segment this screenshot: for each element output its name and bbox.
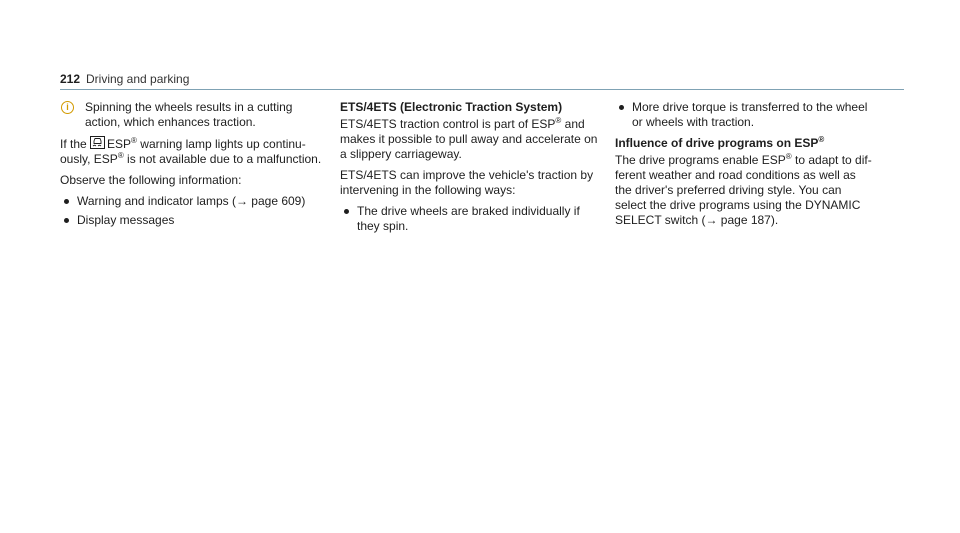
- registered-mark: ®: [785, 152, 792, 161]
- text: to adapt to dif-: [791, 153, 872, 167]
- column-middle: [340, 100, 600, 240]
- text: they spin.: [357, 219, 409, 233]
- note-line-2: action, which enhances traction.: [85, 115, 256, 129]
- text: or wheels with traction.: [632, 115, 755, 129]
- ets-list: [340, 204, 600, 234]
- text: More drive torque is transferred to the wheel: [632, 100, 868, 114]
- text: ferent weather and road conditions as well as: [615, 168, 856, 182]
- text: ESP: [107, 137, 132, 151]
- text: If the: [60, 137, 87, 151]
- column-left: [60, 100, 330, 234]
- ets-heading: ETS/4ETS (Electronic Traction System): [340, 100, 563, 114]
- dynamic-select-reference[interactable]: SELECT switch (→ page 187).: [615, 213, 779, 227]
- text: intervening in the following ways:: [340, 183, 516, 197]
- text: The drive wheels are braked individually if: [357, 204, 580, 218]
- registered-mark: ®: [117, 151, 124, 160]
- text: makes it possible to pull away and accelerate on: [340, 132, 598, 146]
- ets-paragraph-2: [340, 168, 600, 198]
- list-item-warning-lamps[interactable]: Warning and indicator lamps (→ page 609): [60, 194, 330, 209]
- text: ETS/4ETS can improve the vehicle's traction by: [340, 168, 594, 182]
- section-title: Driving and parking: [86, 72, 190, 86]
- note-line-1: Spinning the wheels results in a cutting: [85, 100, 293, 114]
- list-item-display-messages: Display messages: [60, 213, 330, 228]
- esp-warning-lamp-icon: [90, 136, 105, 149]
- text: Influence of drive programs on ESP: [615, 136, 819, 150]
- info-list: [60, 194, 330, 228]
- header-rule: [60, 89, 904, 90]
- drive-programs-heading: [615, 136, 895, 151]
- registered-mark: ®: [818, 135, 825, 144]
- text: the driver's preferred driving style. You can: [615, 183, 842, 197]
- text: ETS/4ETS traction control is part of ESP: [340, 117, 556, 131]
- text: select the drive programs using the DYNAMIC: [615, 198, 861, 212]
- drive-programs-paragraph: [615, 153, 895, 228]
- list-item: [615, 100, 895, 130]
- page-header: [60, 72, 904, 90]
- text: warning lamp lights up continu-: [136, 137, 306, 151]
- column-right: [615, 100, 895, 234]
- registered-mark: ®: [131, 136, 137, 145]
- text: and: [561, 117, 585, 131]
- list-item: [340, 204, 600, 234]
- registered-mark: ®: [555, 116, 562, 125]
- text: The drive programs enable ESP: [615, 153, 786, 167]
- info-note: [60, 100, 330, 130]
- info-icon: i: [61, 101, 74, 114]
- ets-paragraph-1: [340, 117, 600, 162]
- text: is not available due to a malfunction.: [123, 152, 322, 166]
- text: a slippery carriageway.: [340, 147, 462, 161]
- text: ously, ESP: [60, 152, 118, 166]
- ets-list-continued: [615, 100, 895, 130]
- esp-warning-paragraph: [60, 136, 330, 167]
- page-number: 212: [60, 72, 81, 86]
- observe-paragraph: Observe the following information:: [60, 173, 242, 187]
